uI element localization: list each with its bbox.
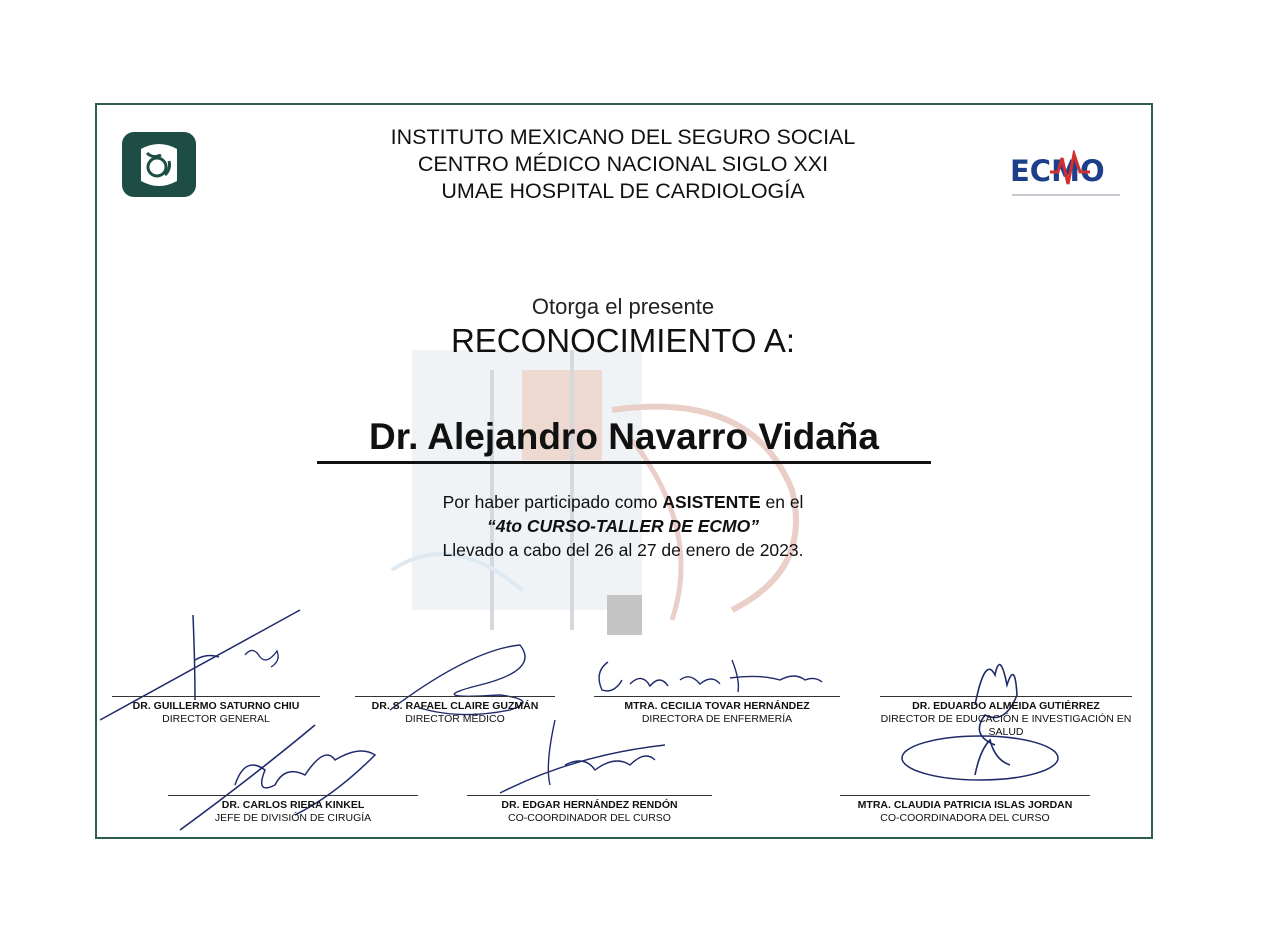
signatory-role: CO-COORDINADOR DEL CURSO — [508, 812, 671, 824]
event-date: Llevado a cabo del 26 al 27 de enero de 2023. — [442, 540, 804, 560]
signatory-7 — [840, 795, 1090, 825]
signature-line — [840, 795, 1090, 796]
signatory-5 — [168, 795, 418, 825]
signatory-role: JEFE DE DIVISIÓN DE CIRUGÍA — [214, 812, 372, 824]
award-title: RECONOCIMIENTO A: — [450, 322, 796, 359]
signatory-4 — [880, 696, 1132, 739]
signatory-name: DR. EDUARDO ALMEIDA GUTIÉRREZ — [912, 700, 1100, 712]
signature-line — [112, 696, 320, 697]
participation-prefix: Por haber participado como — [442, 492, 663, 512]
signatory-role: DIRECTORA DE ENFERMERÍA — [641, 713, 793, 725]
institution-header — [300, 124, 946, 205]
signatory-name: MTRA. CLAUDIA PATRICIA ISLAS JORDAN — [857, 799, 1073, 811]
signature-line — [355, 696, 555, 697]
recipient-name: Dr. Alejandro Navarro Vidaña — [317, 416, 931, 464]
signatory-role: DIRECTOR MÉDICO — [405, 713, 505, 725]
signature-line — [467, 795, 712, 796]
award-intro: Otorga el presente — [531, 294, 715, 319]
header-line-1: INSTITUTO MEXICANO DEL SEGURO SOCIAL — [390, 125, 856, 149]
signatory-role: DIRECTOR GENERAL — [162, 713, 270, 725]
signatory-2 — [355, 696, 555, 726]
signatory-name: MTRA. CECILIA TOVAR HERNÁNDEZ — [624, 700, 810, 712]
heartbeat-icon — [1050, 150, 1090, 190]
background-ecmo-photo — [372, 330, 897, 640]
signature-line — [594, 696, 840, 697]
signatory-name: DR. CARLOS RIERA KINKEL — [221, 799, 365, 811]
signatory-3 — [594, 696, 840, 726]
signatory-name: DR. S. RAFAEL CLAIRE GUZMÁN — [371, 700, 539, 712]
signature-line — [880, 696, 1132, 697]
course-name: “4to CURSO-TALLER DE ECMO” — [487, 516, 759, 536]
header-line-2: CENTRO MÉDICO NACIONAL SIGLO XXI — [417, 152, 829, 176]
ecmo-logo — [1010, 150, 1120, 206]
signature-line — [168, 795, 418, 796]
participation-suffix: en el — [760, 492, 804, 512]
signatory-role: CO-COORDINADORA DEL CURSO — [880, 812, 1050, 824]
imss-logo-icon — [121, 131, 197, 198]
ecmo-logo-text: ECMO — [1010, 154, 1105, 188]
award-description — [360, 490, 886, 562]
signatory-name: DR. EDGAR HERNÁNDEZ RENDÓN — [501, 799, 678, 811]
participation-line — [360, 490, 886, 514]
participant-role: ASISTENTE — [662, 492, 761, 512]
signatory-6 — [467, 795, 712, 825]
signatory-name: DR. GUILLERMO SATURNO CHIU — [132, 700, 300, 712]
signatory-1 — [112, 696, 320, 726]
header-line-3: UMAE HOSPITAL DE CARDIOLOGÍA — [441, 179, 805, 203]
signatory-role: DIRECTOR DE EDUCACIÓN E INVESTIGACIÓN EN SALUD — [880, 713, 1132, 738]
ecmo-tagline-bar — [1012, 194, 1120, 196]
